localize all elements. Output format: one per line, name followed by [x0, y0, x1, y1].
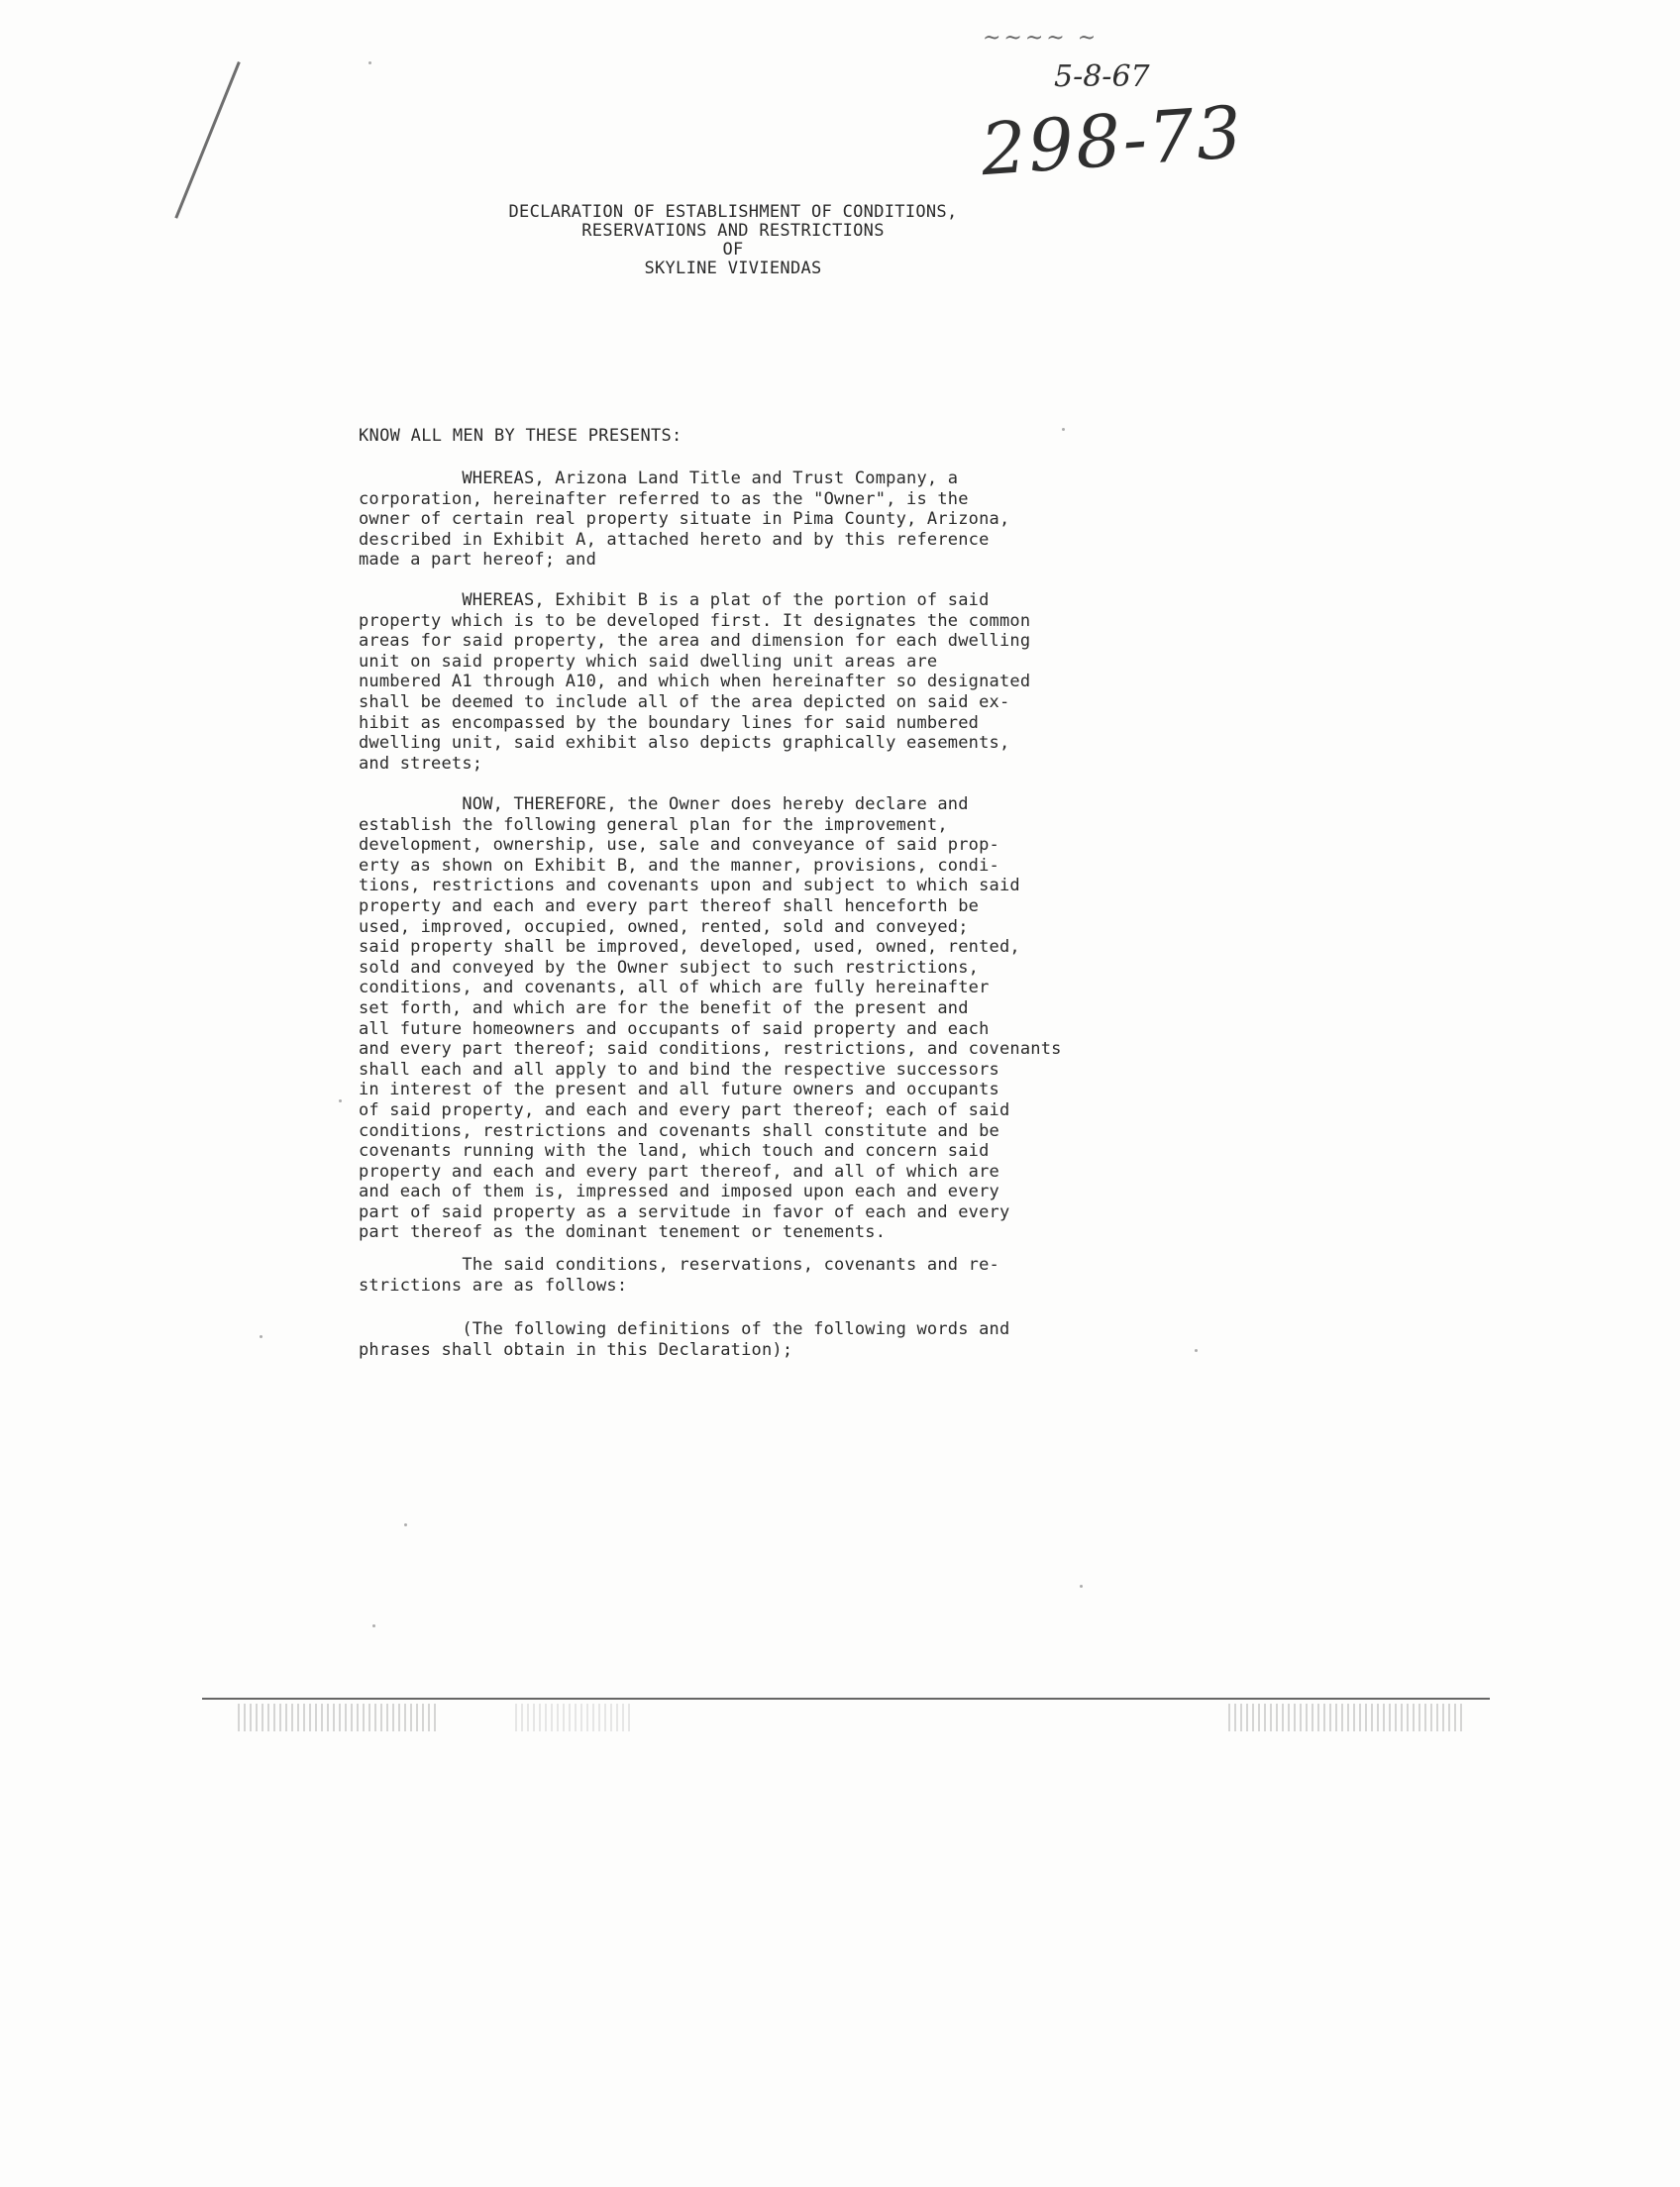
text-line: shall be deemed to include all of the area depicted on said ex- — [359, 691, 1010, 712]
text-line: in interest of the present and all future owners and occupants — [359, 1080, 999, 1100]
handwritten-scribble: ~~~~ ~ — [983, 26, 1100, 51]
text-line: set forth, and which are for the benefit of the present and — [359, 997, 969, 1018]
text-line: shall each and all apply to and bind the respective successors — [359, 1059, 999, 1080]
text-line: property and each and every part thereof shall henceforth be — [359, 895, 980, 916]
scan-noise — [238, 1704, 436, 1731]
text-line: hibit as encompassed by the boundary lines for said numbered — [359, 712, 980, 733]
scan-noise — [515, 1704, 634, 1731]
text-line: said property shall be improved, developed, used, owned, rented, — [359, 937, 1020, 958]
scan-speckle — [339, 1099, 342, 1102]
text-line: NOW, THEREFORE, the Owner does hereby declare and — [359, 794, 969, 814]
text-line: part of said property as a servitude in favor of each and every — [359, 1201, 1010, 1222]
footer-rule-line — [202, 1698, 1490, 1700]
text-line: establish the following general plan for the improvement, — [359, 814, 948, 835]
text-line: owner of certain real property situate in Pima County, Arizona, — [359, 509, 1010, 530]
text-line: development, ownership, use, sale and conveyance of said prop- — [359, 835, 999, 856]
handwritten-document-number: 298-73 — [978, 89, 1246, 192]
text-line: dwelling unit, said exhibit also depicts graphically easements, — [359, 733, 1010, 754]
scan-speckle — [372, 1624, 375, 1627]
text-line: and each of them is, impressed and imposed upon each and every — [359, 1182, 999, 1202]
paragraph-conditions-intro — [359, 1255, 999, 1296]
title-line-4: SKYLINE VIVIENDAS — [644, 259, 822, 278]
text-line: all future homeowners and occupants of said property and each — [359, 1018, 990, 1039]
text-line: property which is to be developed first. It designates the common — [359, 610, 1031, 631]
paragraph-now-therefore — [359, 794, 1062, 1243]
text-line: WHEREAS, Arizona Land Title and Trust Company, a — [359, 469, 959, 488]
scan-noise — [1228, 1704, 1466, 1731]
text-line: made a part hereof; and — [359, 550, 597, 571]
salutation: KNOW ALL MEN BY THESE PRESENTS: — [359, 426, 682, 446]
text-line: part thereof as the dominant tenement or tenements. — [359, 1222, 887, 1243]
text-line: areas for said property, the area and dimension for each dwelling — [359, 631, 1031, 652]
title-line-1: DECLARATION OF ESTABLISHMENT OF CONDITIONS, — [508, 202, 958, 222]
paragraph-whereas-owner — [359, 469, 1009, 571]
paragraph-definitions-intro — [359, 1319, 1009, 1360]
paragraph-whereas-exhibit-b — [359, 590, 1030, 774]
text-line: conditions, restrictions and covenants shall constitute and be — [359, 1120, 999, 1141]
text-line: WHEREAS, Exhibit B is a plat of the portion of said — [359, 590, 990, 610]
handwritten-date: 5-8-67 — [1054, 59, 1150, 94]
scan-speckle — [1062, 428, 1065, 431]
text-line: (The following definitions of the following words and — [359, 1319, 1010, 1339]
text-line: strictions are as follows: — [359, 1275, 628, 1296]
text-line: numbered A1 through A10, and which when hereinafter so designated — [359, 672, 1031, 692]
text-line: of said property, and each and every part thereof; each of said — [359, 1099, 1010, 1120]
text-line: phrases shall obtain in this Declaration); — [359, 1339, 793, 1360]
text-line: used, improved, occupied, owned, rented, sold and conveyed; — [359, 916, 969, 937]
text-line: described in Exhibit A, attached hereto and by this reference — [359, 529, 990, 550]
text-line: tions, restrictions and covenants upon and subject to which said — [359, 876, 1020, 896]
text-line: covenants running with the land, which touch and concern said — [359, 1141, 990, 1162]
scan-speckle — [1080, 1585, 1083, 1588]
scan-speckle — [260, 1335, 262, 1338]
text-line: corporation, hereinafter referred to as the "Owner", is the — [359, 488, 969, 509]
scan-speckle — [368, 61, 371, 64]
document-title — [436, 203, 1030, 278]
title-line-3: OF — [722, 240, 744, 260]
text-line: erty as shown on Exhibit B, and the manner, provisions, condi- — [359, 855, 999, 876]
text-line: sold and conveyed by the Owner subject to such restrictions, — [359, 957, 980, 978]
text-line: property and each and every part thereof, and all of which are — [359, 1161, 999, 1182]
text-line: and streets; — [359, 753, 483, 774]
text-line: and every part thereof; said conditions, restrictions, and covenants — [359, 1039, 1062, 1060]
title-line-2: RESERVATIONS AND RESTRICTIONS — [581, 221, 885, 241]
text-line: conditions, and covenants, all of which are fully hereinafter — [359, 978, 990, 998]
text-line: unit on said property which said dwelling unit areas are — [359, 651, 938, 672]
scan-speckle — [404, 1523, 407, 1526]
pen-slash-mark — [174, 61, 240, 219]
text-line: The said conditions, reservations, covenants and re- — [359, 1255, 999, 1275]
scan-speckle — [1195, 1349, 1198, 1352]
